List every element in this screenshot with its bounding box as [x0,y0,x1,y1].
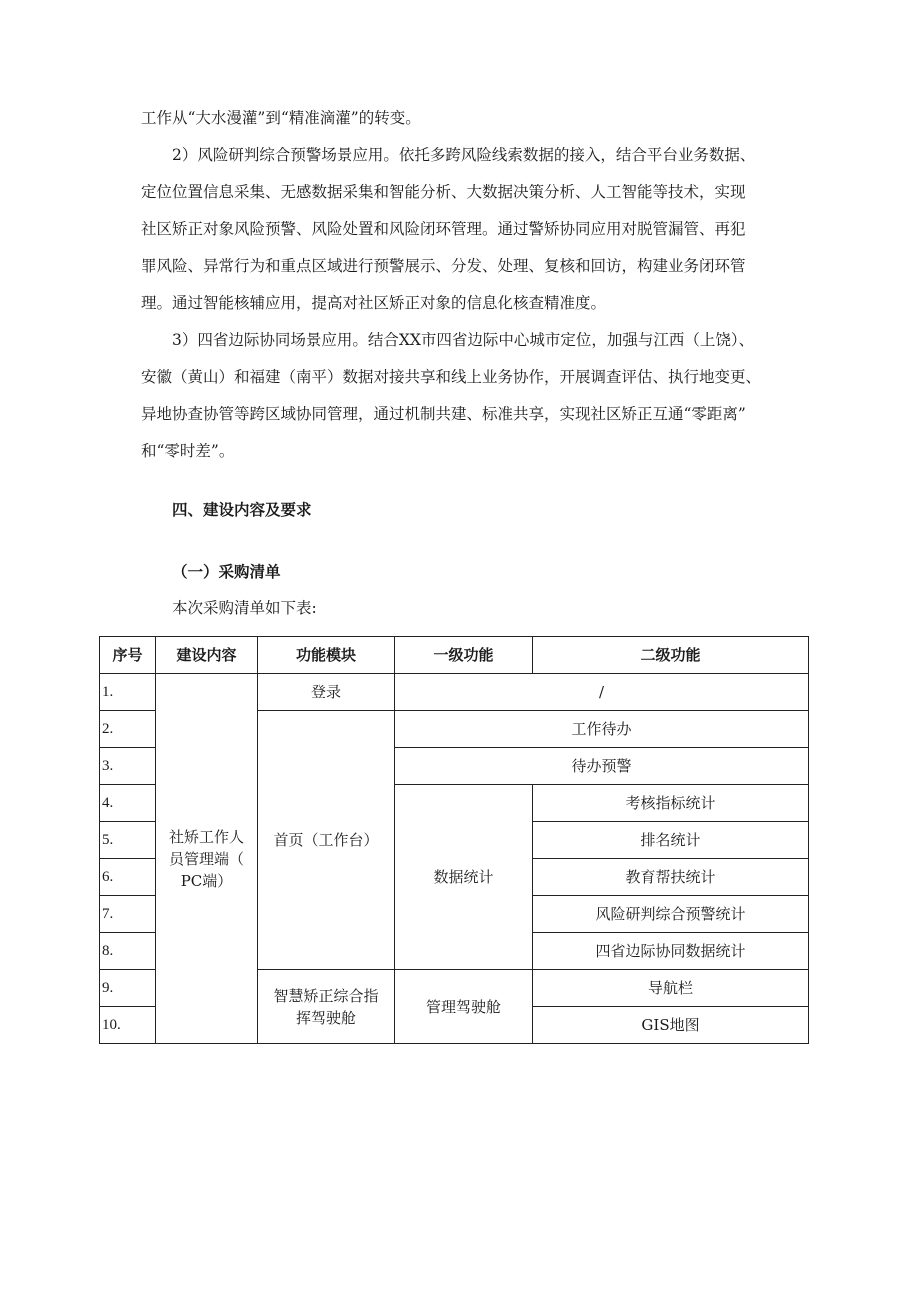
table-header-row [100,637,809,674]
cell-line: 智慧矫正综合指 [273,986,379,1005]
level2-item: 排名统计 [533,822,809,859]
header-construction-content: 建设内容 [156,637,258,674]
level1-cockpit: 管理驾驶舱 [395,970,533,1044]
text-line: 理。通过智能核辅应用，提高对社区矫正对象的信息化核查精准度。 [141,294,607,312]
module-login: 登录 [258,674,395,711]
level2-item: GIS地图 [533,1007,809,1044]
text-line: 3）四省边际协同场景应用。结合XX市四省边际中心城市定位，加强与江西（上饶）、 [141,331,755,349]
row-number: 3. [100,748,156,785]
level1-stats: 数据统计 [395,785,533,970]
cell-line: 社矫工作人 [168,827,244,846]
text-line: 和“零时差”。 [141,442,235,460]
row-number: 9. [100,970,156,1007]
level2-item: 四省边际协同数据统计 [533,933,809,970]
text-line: 异地协查协管等跨区域协同管理，通过机制共建、标准共享，实现社区矫正互通“零距离” [141,405,746,423]
header-level1: 一级功能 [395,637,533,674]
paragraph-four-province [141,322,811,470]
row-number: 2. [100,711,156,748]
row-number: 5. [100,822,156,859]
level2-item: 考核指标统计 [533,785,809,822]
construction-content-cell [156,674,258,1044]
level2-item: 教育帮扶统计 [533,859,809,896]
text-line: 社区矫正对象风险预警、风险处置和风险闭环管理。通过警矫协同应用对脱管漏管、再犯 [141,220,746,238]
row-number: 6. [100,859,156,896]
module-home: 首页（工作台） [258,711,395,970]
paragraph-risk-warning [141,137,811,322]
header-module: 功能模块 [258,637,395,674]
section-heading: 四、建设内容及要求 [172,500,312,519]
level1-todo: 工作待办 [395,711,809,748]
sub-heading: （一）采购清单 [172,562,281,581]
text-line: 罪风险、异常行为和重点区域进行预警展示、分发、处理、复核和回访，构建业务闭环管 [141,257,746,275]
module-cockpit [258,970,395,1044]
header-index: 序号 [100,637,156,674]
row-number: 4. [100,785,156,822]
row-number: 8. [100,933,156,970]
row-number: 7. [100,896,156,933]
cell-line: 挥驾驶舱 [295,1008,356,1027]
level2-item: 导航栏 [533,970,809,1007]
table-row [100,674,809,711]
cell-line: 员管理端（ [168,849,244,868]
text-line: 定位位置信息采集、无感数据采集和智能分析、大数据决策分析、人工智能等技术，实现 [141,183,746,201]
header-level2: 二级功能 [533,637,809,674]
level1-todo-warning: 待办预警 [395,748,809,785]
paragraph-continuation [141,100,811,137]
text-line: 工作从“大水漫灌”到“精准滴灌”的转变。 [141,109,421,127]
row-number: 1. [100,674,156,711]
cell-line: PC端） [180,871,233,890]
row-number: 10. [100,1007,156,1044]
text-line: 2）风险研判综合预警场景应用。依托多跨风险线索数据的接入，结合平台业务数据、 [141,146,756,164]
level2-item: 风险研判综合预警统计 [533,896,809,933]
level1-login-slash: / [395,674,809,711]
text-line: 安徽（黄山）和福建（南平）数据对接共享和线上业务协作，开展调查评估、执行地变更、 [141,368,762,386]
table-intro: 本次采购清单如下表: [172,599,317,617]
procurement-table [99,636,809,1044]
